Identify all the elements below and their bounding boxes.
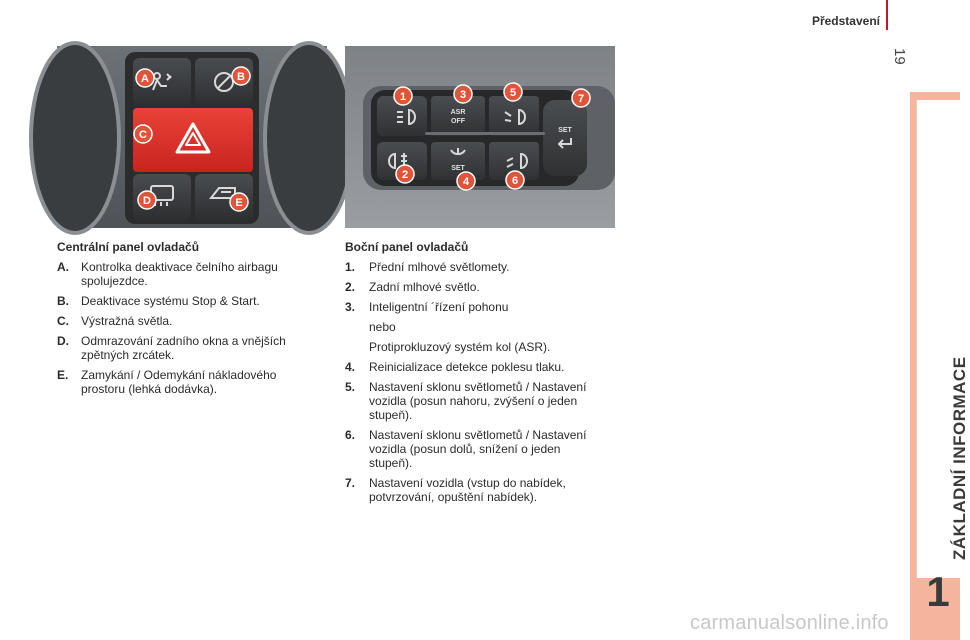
legend-item-a: A. Kontrolka deaktivace čelního airbagu spolujezdce. <box>57 260 278 288</box>
hazard-warning-button <box>133 108 253 172</box>
legend-item-3-asr: Protiprokluzový systém kol (ASR). <box>369 340 551 354</box>
callout-d <box>138 191 156 209</box>
callout-6 <box>506 171 524 189</box>
svg-text:C: C <box>139 129 147 141</box>
header-rule <box>886 0 888 30</box>
chapter-label: ZÁKLADNÍ INFORMACE <box>950 356 969 560</box>
callout-5 <box>504 83 522 101</box>
svg-text:3: 3 <box>459 89 467 101</box>
svg-text:B: B <box>237 71 245 83</box>
side-panel-photo <box>345 46 615 228</box>
callout-c <box>134 125 152 143</box>
central-panel-photo <box>57 46 327 228</box>
legend-item-e: E. Zamykání / Odemykání nákladového prostoru (lehká dodávka). <box>57 368 277 396</box>
callout-7 <box>572 89 590 107</box>
legend-item-3: 3. Inteligentní ´řízení pohonu <box>345 300 509 314</box>
chapter-number: 1 <box>926 568 950 615</box>
svg-text:1: 1 <box>399 91 407 103</box>
callout-1 <box>394 87 412 105</box>
svg-text:ASR: ASR <box>450 109 466 116</box>
right-air-vent <box>265 43 353 233</box>
callout-a <box>136 69 154 87</box>
left-air-vent <box>31 43 119 233</box>
callout-2 <box>396 165 414 183</box>
central-panel-legend <box>57 240 322 402</box>
svg-text:E: E <box>235 197 243 209</box>
callout-e <box>230 193 248 211</box>
svg-text:D: D <box>143 195 151 207</box>
page-header-title: Představení <box>811 14 880 28</box>
svg-text:OFF: OFF <box>451 118 465 125</box>
svg-text:7: 7 <box>577 93 585 105</box>
legend-item-1: 1. Přední mlhové světlomety. <box>345 260 510 274</box>
callout-3 <box>454 85 472 103</box>
legend-item-d: D. Odmrazování zadního okna a vnějších zpětných zrcátek. <box>57 334 286 362</box>
legend-item-4: 4. Reinicializace detekce poklesu tlaku. <box>345 360 565 374</box>
page-number: 19 <box>891 48 908 65</box>
legend-item-5: 5. Nastavení sklonu světlometů / Nastavení vozidla (posun nahoru, zvýšení o jeden stupeň). <box>345 380 587 422</box>
svg-text:4: 4 <box>462 176 470 188</box>
legend-item-2: 2. Zadní mlhové světlo. <box>345 280 480 294</box>
svg-text:5: 5 <box>509 87 517 99</box>
legend-item-c: C. Výstražná světla. <box>57 314 173 328</box>
watermark: carmanualsonline.info <box>690 612 889 634</box>
legend-item-7: 7. Nastavení vozidla (vstup do nabídek, potvrzování, opuštění nabídek). <box>345 476 566 504</box>
legend-item-3-or: nebo <box>369 320 396 334</box>
side-panel-heading: Boční panel ovladačů <box>345 240 469 254</box>
callout-4 <box>457 172 475 190</box>
callout-b <box>232 67 250 85</box>
headlight-up-button <box>489 96 539 136</box>
legend-item-b: B. Deaktivace systému Stop & Start. <box>57 294 260 308</box>
set-menu-button <box>543 100 587 176</box>
side-panel-legend <box>345 240 607 510</box>
svg-text:SET: SET <box>558 127 572 134</box>
svg-text:SET: SET <box>451 165 465 172</box>
svg-text:A: A <box>141 73 149 85</box>
tpms-reset-button <box>431 142 485 180</box>
svg-text:6: 6 <box>511 175 519 187</box>
legend-item-6: 6. Nastavení sklonu světlometů / Nastavení vozidla (posun dolů, snížení o jeden stupeň). <box>345 428 587 470</box>
central-panel-heading: Centrální panel ovladačů <box>57 240 200 254</box>
svg-text:2: 2 <box>401 169 409 181</box>
